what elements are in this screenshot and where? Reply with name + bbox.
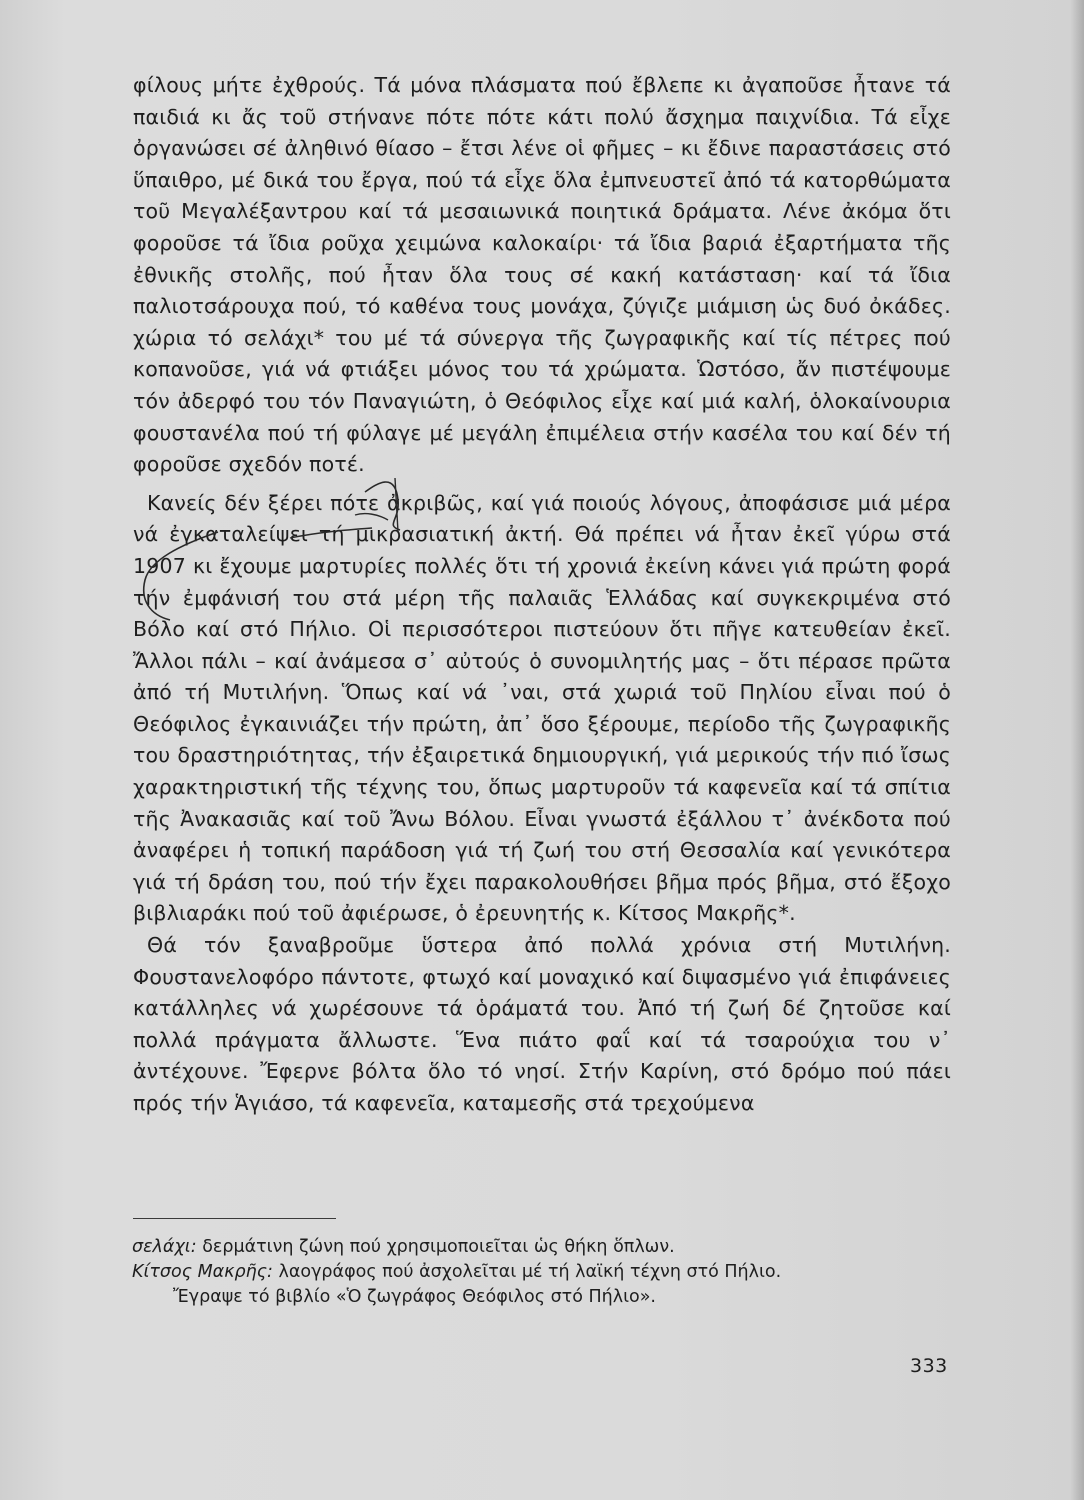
footnote-term: σελάχι: — [132, 1237, 197, 1257]
footnote-separator — [133, 1218, 336, 1219]
footnotes — [132, 1235, 962, 1310]
footnote-text: δερμάτινη ζώνη πού χρησιμοποιεῖται ὡς θήκη ὅπλων. — [202, 1237, 675, 1257]
footnote-1 — [132, 1235, 962, 1260]
footnote-text: λαογράφος πού ἀσχολεῖται μέ τή λαϊκή τέχνη στό Πήλιο. — [278, 1262, 782, 1282]
footnote-term: Κίτσος Μακρῆς: — [132, 1262, 273, 1282]
paragraph-2: Κανείς δέν ξέρει πότε ἀκριβῶς, καί γιά ποιούς λόγους, ἀποφάσισε μιά μέρα νά ἐγκαταλείψει τή μικρασιατική ἀκτή. Θά πρέπει νά ἦταν ἐκεῖ γύρω στά 1907 κι ἔχουμε μαρτυρίες πολλές ὅτι τή χρονιά ἐκείνη κάνει γιά πρώτη φορά τήν ἐμφάνισή του στά μέρη τῆς παλαιᾶς Ἑλλάδας καί συγκεκριμένα στό Βόλο καί στό Πήλιο. Οἱ περισσότεροι πιστεύουν ὅτι πῆγε κατευθείαν ἐκεῖ. Ἄλλοι πάλι – καί ἀνάμεσα σ᾽ αὐτούς ὁ συνομιλητής μας – ὅτι πέρασε πρῶτα ἀπό τή Μυτιλήνη. Ὅπως καί νά ᾽ναι, στά χωριά τοῦ Πηλίου εἶναι πού ὁ Θεόφιλος ἐγκαινιάζει τήν πρώτη, ἀπ᾽ ὅσο ξέρουμε, περίοδο τῆς ζωγραφικῆς του δραστηριότητας, τήν ἐξαιρετικά δημιουργική, γιά μερικούς τήν πιό ἴσως χαρακτηριστική τῆς τέχνης του, ὅπως μαρτυροῦν τά καφενεῖα καί τά σπίτια τῆς Ἀνακασιᾶς καί τοῦ Ἄνω Βόλου. Εἶναι γνωστά ἐξάλλου τ᾽ ἀνέκδοτα πού ἀναφέρει ἡ τοπική παράδοση γιά τή ζωή του στή Θεσσαλία καί γενικότερα γιά τή δράση του, πού τήν ἔχει παρακολουθήσει βῆμα πρός βῆμα, στό ἔξοχο βιβλιαράκι πού τοῦ ἀφιέρωσε, ὁ ἐρευνητής κ. Κίτσος Μακρῆς*. — [133, 490, 951, 926]
paragraph-1: φίλους μήτε ἐχθρούς. Τά μόνα πλάσματα πού ἔβλεπε κι ἀγαποῦσε ἦτανε τά παιδιά κι ἄς τοῦ στήνανε πότε πότε κάτι πολύ ἄσχημα παιχνίδια. Τά εἶχε ὀργανώσει σέ ἀληθινό θίασο – ἔτσι λένε οἱ φῆμες – κι ἔδινε παραστάσεις στό ὕπαιθρο, μέ δικά του ἔργα, πού τά εἶχε ὅλα ἐμπνευστεῖ ἀπό τά κατορθώματα τοῦ Μεγαλέξαντρου καί τά μεσαιωνικά ποιητικά δράματα. Λένε ἀκόμα ὅτι φοροῦσε τά ἴδια ροῦχα χειμώνα καλοκαίρι· τά ἴδια βαριά ἐξαρτήματα τῆς ἐθνικῆς στολῆς, πού ἦταν ὅλα τους σέ κακή κατάσταση· καί τά ἴδια παλιοτσάρουχα πού, τό καθένα τους μονάχα, ζύγιζε μιάμιση ὡς δυό ὀκάδες. χώρια τό σελάχι* του μέ τά σύνεργα τῆς ζωγραφικῆς καί τίς πέτρες πού κοπανοῦσε, γιά νά φτιάξει μόνος του τά χρώματα. Ὡστόσο, ἄν πιστέψουμε τόν ἀδερφό του τόν Παναγιώτη, ὁ Θεόφιλος εἶχε καί μιά καλή, ὁλοκαίνουρια φουστανέλα πού τή φύλαγε μέ μεγάλη ἐπιμέλεια στήν κασέλα του καί δέν τή φοροῦσε σχεδόν ποτέ. — [133, 73, 951, 477]
body-text — [133, 70, 951, 1120]
footnote-2 — [132, 1260, 962, 1285]
page-number: 333 — [910, 1355, 948, 1377]
page-edge-shadow — [1070, 0, 1084, 1500]
footnote-2-continuation: Ἔγραψε τό βιβλίο «Ὁ ζωγράφος Θεόφιλος στό Πήλιο». — [173, 1287, 656, 1307]
paragraph-3: Θά τόν ξαναβροῦμε ὕστερα ἀπό πολλά χρόνια στή Μυτιλήνη. Φουστανελοφόρο πάντοτε, φτωχό καί μοναχικό καί διψασμένο γιά ἐπιφάνειες κατάλληλες νά χωρέσουνε τά ὁράματά του. Ἀπό τή ζωή δέ ζητοῦσε καί πολλά πράγματα ἄλλωστε. Ἕνα πιάτο φαΐ καί τά τσαρούχια του ν᾽ ἀντέχουνε. Ἔφερνε βόλτα ὅλο τό νησί. Στήν Καρίνη, στό δρόμο πού πάει πρός τήν Ἁγιάσο, τά καφενεῖα, καταμεσῆς στά τρεχούμενα — [133, 933, 951, 1115]
